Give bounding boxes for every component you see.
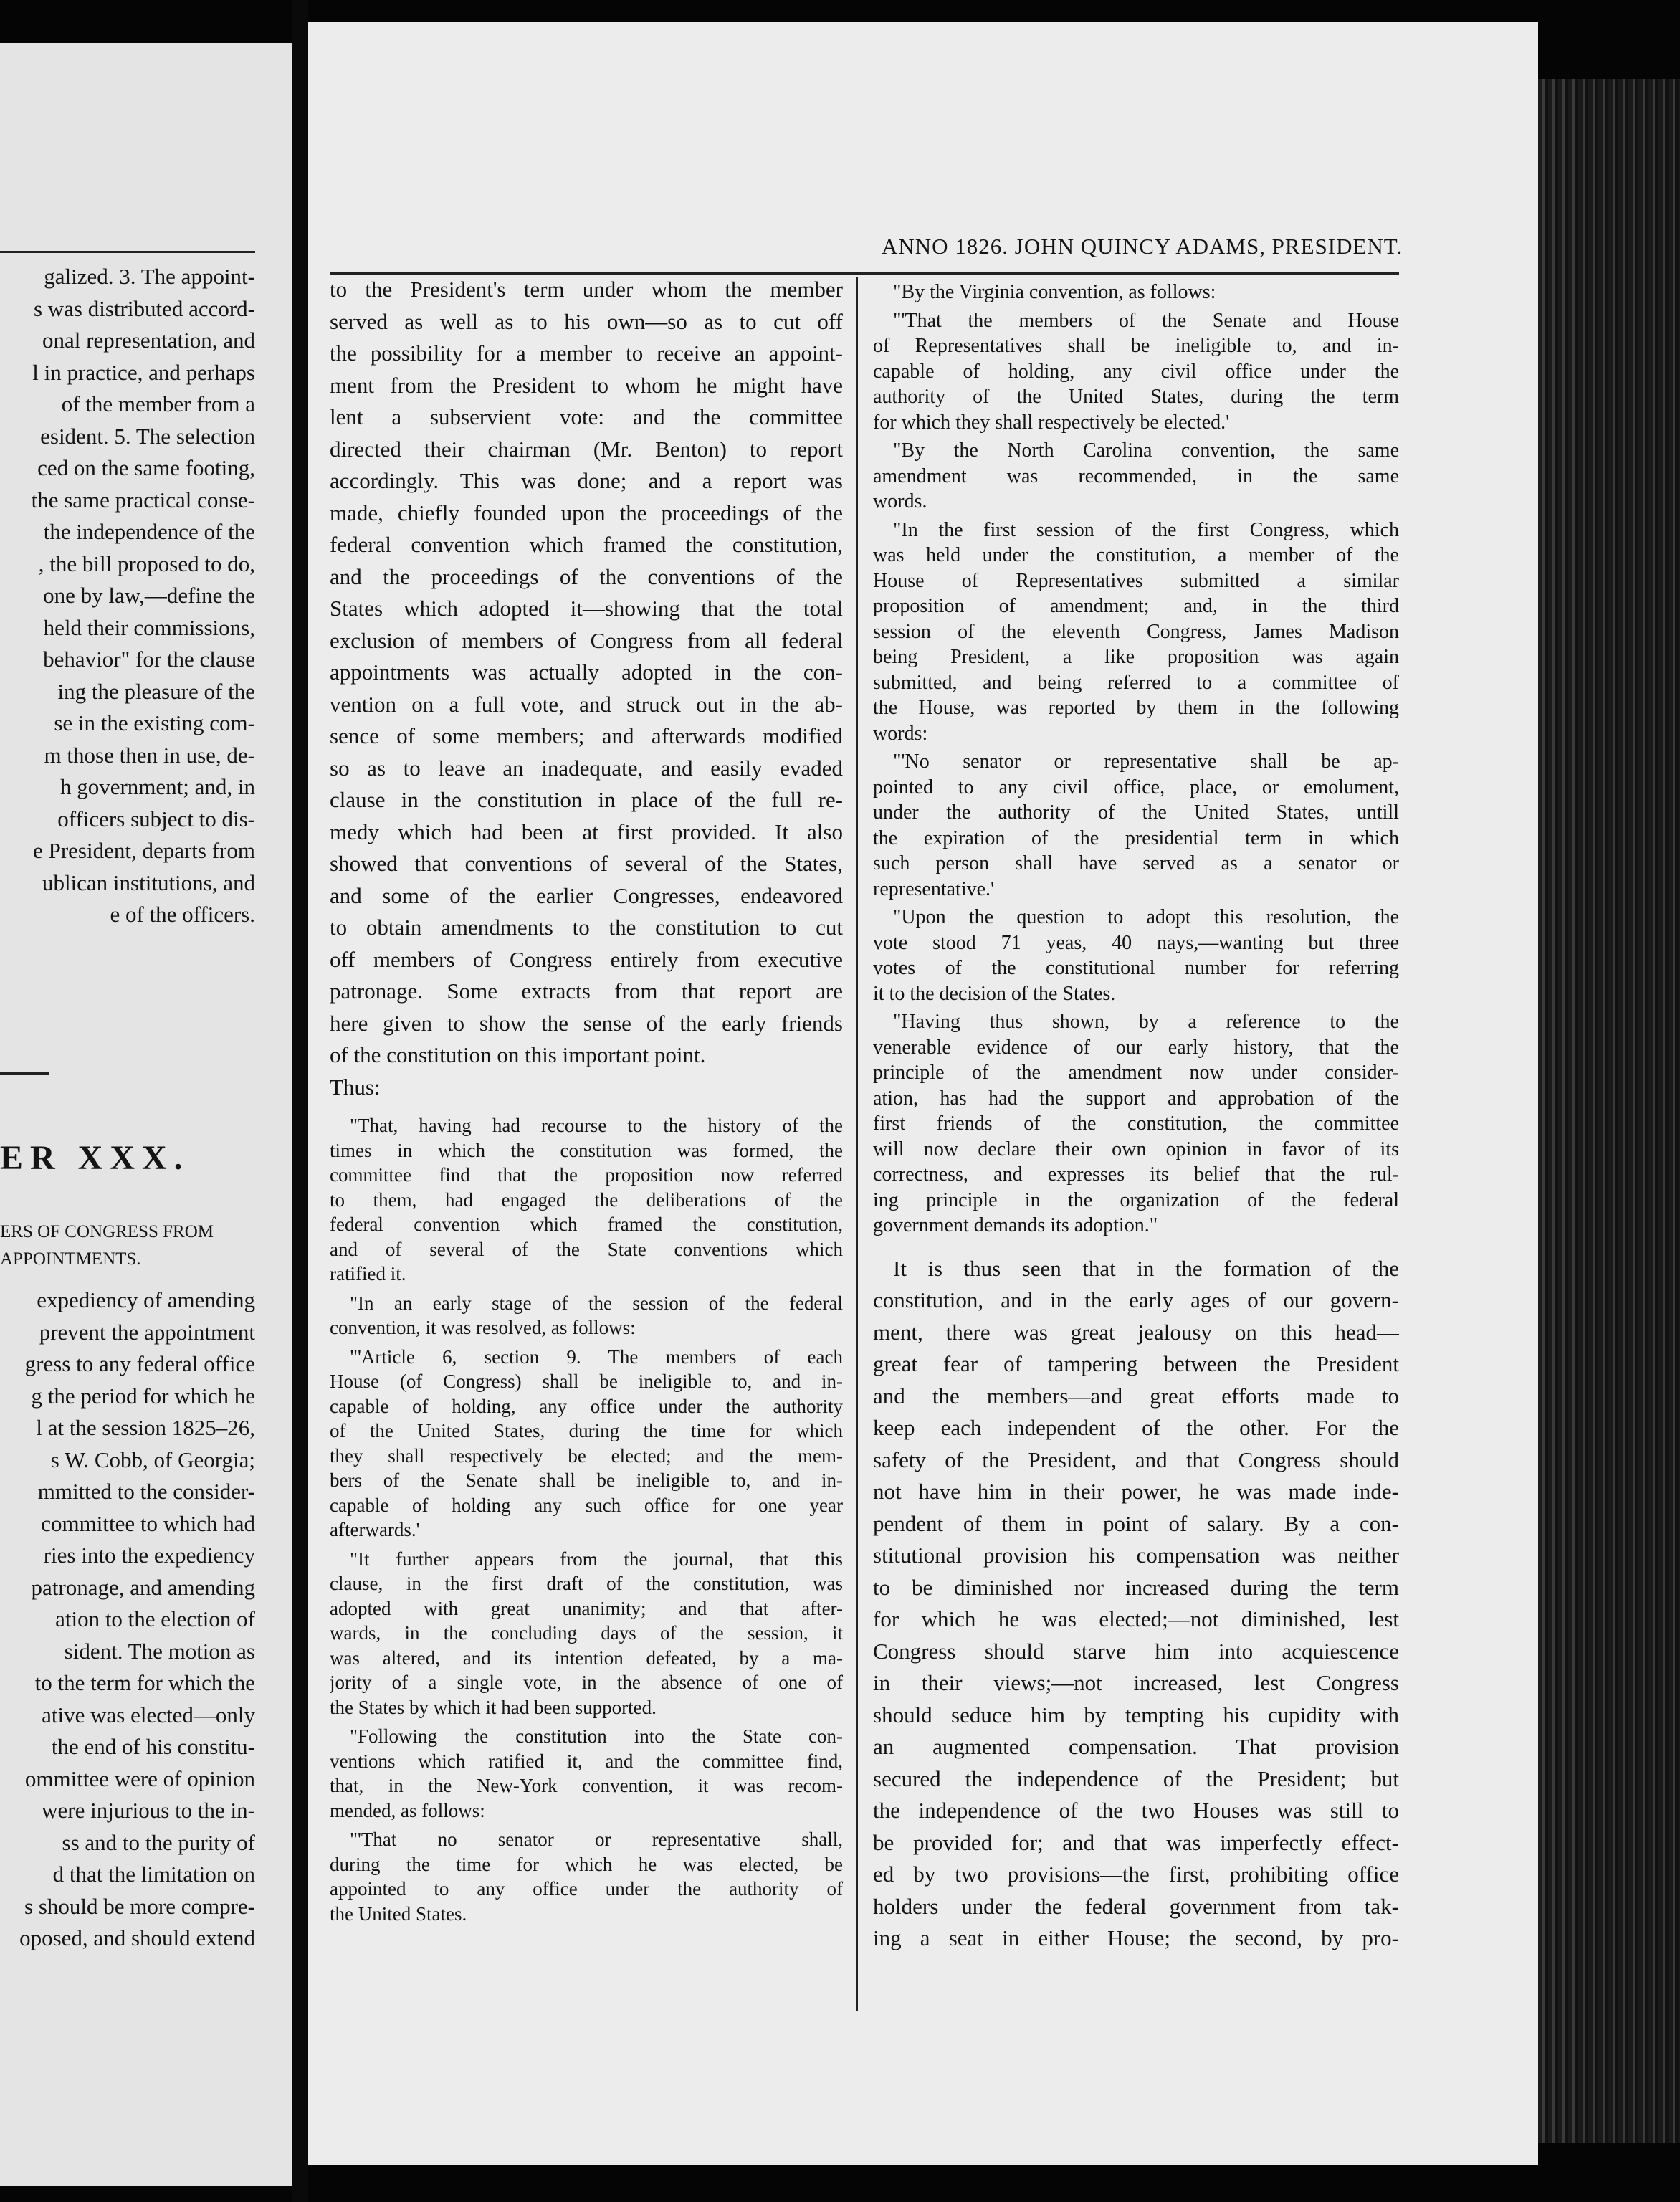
- text-line: Thus:: [330, 1074, 381, 1100]
- text-line: ss and to the purity of: [62, 1829, 255, 1855]
- quote-paragraph: [873, 518, 1399, 747]
- text-line: the United States.: [330, 1902, 467, 1925]
- text-line: federal convention which framed the constitution,: [330, 532, 843, 557]
- text-line: mmitted to the consider-: [37, 1479, 255, 1504]
- text-line: sident. The motion as: [64, 1638, 255, 1664]
- text-line: were injurious to the in-: [42, 1798, 255, 1823]
- quote-paragraph: [330, 1113, 843, 1287]
- text-line: government demands its adoption.": [873, 1214, 1158, 1236]
- quote-paragraph: [330, 1547, 843, 1720]
- column-left-quotes: [330, 1113, 843, 1926]
- text-line: words.: [873, 490, 927, 513]
- text-line: ced on the same footing,: [37, 455, 255, 480]
- text-line: ation to the election of: [55, 1606, 255, 1631]
- text-line: officers subject to dis-: [57, 806, 255, 831]
- text-line: s was distributed accord-: [33, 295, 255, 321]
- text-line: not have him in their power, he was made inde-: [873, 1479, 1399, 1504]
- text-line: m those then in use, de-: [44, 742, 255, 768]
- text-line: times in which the constitution was formed, the: [330, 1139, 843, 1161]
- left-page-text-bottom: [0, 1284, 255, 1955]
- text-line: appointments was actually adopted in the con-: [330, 659, 843, 685]
- text-line: the end of his constitu-: [51, 1734, 255, 1759]
- text-line: and some of the earlier Congresses, endeavored: [330, 882, 843, 908]
- text-line: safety of the President, and that Congress should: [873, 1446, 1399, 1472]
- text-line: House (of Congress) shall be ineligible to, and in-: [330, 1371, 843, 1392]
- text-line: was altered, and its intention defeated, by a ma-: [330, 1646, 843, 1669]
- text-line: ommittee were of opinion: [24, 1765, 255, 1791]
- chapter-rule: [0, 1072, 49, 1075]
- quote-paragraph: [873, 308, 1399, 436]
- text-line: representative.': [873, 877, 995, 900]
- text-line: that, in the New-York convention, it was recom-: [330, 1775, 843, 1796]
- quote-paragraph: [873, 280, 1399, 305]
- text-line: to them, had engaged the deliberations of the: [330, 1188, 843, 1211]
- text-line: venerable evidence of our early history, that the: [873, 1036, 1399, 1059]
- chapter-subtitle-line: APPOINTMENTS.: [0, 1249, 141, 1269]
- text-line: "'That no senator or representative shall,: [350, 1829, 843, 1850]
- text-line: served as well as to his own—so as to cut off: [330, 308, 843, 334]
- text-line: being President, a like proposition was again: [873, 646, 1399, 668]
- text-line: ative was elected—only: [42, 1702, 255, 1727]
- text-line: vention on a full vote, and struck out in the ab-: [330, 691, 843, 717]
- text-line: capable of holding any such office for one year: [330, 1494, 843, 1516]
- text-line: l at the session 1825–26,: [36, 1415, 255, 1440]
- text-line: correctness, and expresses its belief that the rul-: [873, 1163, 1399, 1186]
- text-line: during the time for which he was elected, be: [330, 1853, 843, 1875]
- text-line: to be diminished nor increased during the term: [873, 1574, 1399, 1600]
- text-line: great fear of tampering between the President: [873, 1351, 1399, 1376]
- text-line: States which adopted it—showing that the total: [330, 596, 843, 621]
- text-line: such person shall have served as a senator or: [873, 852, 1399, 874]
- quote-paragraph: [873, 1009, 1399, 1239]
- text-line: capable of holding, any office under the authority: [330, 1395, 843, 1417]
- text-line: showed that conventions of several of the States,: [330, 851, 843, 876]
- text-line: patronage. Some extracts from that report are: [330, 978, 843, 1004]
- text-line: stitutional provision his compensation was neither: [873, 1543, 1399, 1568]
- text-line: of the constitution on this important point.: [330, 1042, 706, 1067]
- text-line: "It further appears from the journal, that this: [350, 1548, 843, 1570]
- text-line: committee to which had: [41, 1510, 255, 1536]
- text-line: behavior" for the clause: [43, 647, 255, 672]
- text-line: afterwards.': [330, 1519, 420, 1540]
- column-divider: [856, 277, 858, 2011]
- text-line: House of Representatives submitted a similar: [873, 569, 1399, 592]
- left-page-text-top: [0, 261, 255, 931]
- text-line: and of several of the State conventions which: [330, 1238, 843, 1260]
- quote-paragraph: [873, 905, 1399, 1006]
- text-line: s should be more compre-: [24, 1893, 255, 1919]
- text-line: ventions which ratified it, and the committee find,: [330, 1750, 843, 1772]
- text-line: submitted, and being referred to a committee of: [873, 671, 1399, 694]
- text-line: "By the Virginia convention, as follows:: [893, 281, 1216, 303]
- text-line: g the period for which he: [31, 1383, 255, 1409]
- text-line: federal convention which framed the constitution,: [330, 1214, 843, 1235]
- text-line: medy which had been at first provided. It also: [330, 819, 843, 844]
- quote-paragraph: [330, 1291, 843, 1340]
- text-line: the States by which it had been supported.: [330, 1696, 657, 1718]
- text-line: ing the pleasure of the: [57, 678, 255, 704]
- text-line: pendent of them in point of salary. By a con-: [873, 1510, 1399, 1536]
- text-line: mended, as follows:: [330, 1799, 485, 1821]
- text-line: secured the independence of the President; but: [873, 1765, 1399, 1791]
- quote-paragraph: [330, 1345, 843, 1543]
- text-line: "Following the constitution into the State con-: [350, 1725, 843, 1747]
- text-line: holders under the federal government from tak-: [873, 1893, 1399, 1919]
- text-line: clause in the constitution in place of the full re-: [330, 787, 843, 812]
- text-line: h government; and, in: [59, 774, 255, 799]
- text-line: "'No senator or representative shall be ap-: [893, 750, 1399, 773]
- chapter-subtitle-line: ERS OF CONGRESS FROM: [0, 1222, 214, 1241]
- text-line: of the member from a: [61, 391, 255, 416]
- quote-paragraph: [330, 1724, 843, 1823]
- text-line: clause, in the first draft of the constitution, was: [330, 1573, 843, 1594]
- text-line: words:: [873, 722, 928, 745]
- text-line: the House, was reported by them in the following: [873, 697, 1399, 719]
- text-line: held their commissions,: [43, 614, 255, 640]
- text-line: ation, has had the support and approbation of the: [873, 1087, 1399, 1110]
- text-line: e of the officers.: [110, 902, 255, 927]
- chapter-subtitle: [0, 1219, 214, 1273]
- text-line: l in practice, and perhaps: [32, 359, 255, 385]
- column-right: [873, 280, 1399, 1955]
- text-line: was held under the constitution, a member of the: [873, 544, 1399, 566]
- text-line: accordingly. This was done; and a report was: [330, 468, 843, 493]
- text-line: be provided for; and that was imperfectly effect-: [873, 1829, 1399, 1855]
- text-line: jority of a single vote, in the absence of one of: [330, 1672, 843, 1693]
- text-line: gress to any federal office: [24, 1351, 255, 1376]
- text-line: committee find that the proposition now referred: [330, 1164, 843, 1186]
- text-line: to obtain amendments to the constitution to cut: [330, 915, 843, 940]
- text-line: "Having thus shown, by a reference to the: [893, 1011, 1399, 1033]
- quote-paragraph: [330, 1827, 843, 1926]
- text-line: ing principle in the organization of the federal: [873, 1188, 1399, 1211]
- text-line: authority of the United States, during the term: [873, 386, 1399, 408]
- text-line: adopted with great unanimity; and that after-: [330, 1597, 843, 1619]
- text-line: session of the eleventh Congress, James Madison: [873, 620, 1399, 643]
- text-line: pointed to any civil office, place, or emolument,: [873, 776, 1399, 799]
- main-page: [308, 22, 1538, 2165]
- text-line: proposition of amendment; and, in the third: [873, 595, 1399, 617]
- left-page: [0, 43, 292, 2186]
- chapter-heading: ER XXX.: [0, 1139, 190, 1177]
- text-line: to the President's term under whom the member: [330, 277, 843, 302]
- text-line: for which they shall respectively be elected.': [873, 411, 1230, 434]
- text-line: galized. 3. The appoint-: [44, 264, 255, 289]
- text-line: oposed, and should extend: [19, 1925, 255, 1950]
- text-line: to the term for which the: [34, 1670, 255, 1695]
- text-line: ing a seat in either House; the second, by pro-: [873, 1925, 1399, 1950]
- text-line: ratified it.: [330, 1263, 406, 1284]
- text-line: they shall respectively be elected; and the mem-: [330, 1444, 843, 1467]
- text-line: and the proceedings of the conventions of the: [330, 563, 843, 589]
- text-line: it to the decision of the States.: [873, 982, 1116, 1005]
- text-line: here given to show the sense of the early friends: [330, 1010, 843, 1036]
- text-line: "Upon the question to adopt this resolution, the: [893, 906, 1399, 928]
- text-line: constitution, and in the early ages of our govern-: [873, 1287, 1399, 1312]
- quote-paragraph: [873, 438, 1399, 515]
- text-line: ublican institutions, and: [42, 869, 255, 895]
- text-line: for which he was elected;—not diminished, lest: [873, 1606, 1399, 1631]
- text-line: directed their chairman (Mr. Benton) to report: [330, 436, 843, 462]
- text-line: "'That the members of the Senate and House: [893, 309, 1399, 332]
- text-line: "By the North Carolina convention, the same: [893, 439, 1399, 462]
- column-right-quotes: [873, 280, 1399, 1239]
- text-line: s W. Cobb, of Georgia;: [50, 1446, 255, 1472]
- text-line: , the bill proposed to do,: [38, 550, 255, 576]
- text-line: capable of holding, any civil office under the: [873, 360, 1399, 383]
- text-line: onal representation, and: [42, 328, 255, 353]
- text-line: sence of some members; and afterwards modified: [330, 723, 843, 748]
- text-line: and the members—and great efforts made to: [873, 1383, 1399, 1409]
- text-line: convention, it was resolved, as follows:: [330, 1317, 636, 1338]
- text-line: ment from the President to whom he might have: [330, 372, 843, 398]
- text-line: se in the existing com-: [54, 710, 255, 735]
- text-line: vote stood 71 yeas, 40 nays,—wanting but three: [873, 931, 1399, 954]
- text-line: amendment was recommended, in the same: [873, 464, 1399, 487]
- text-line: the possibility for a member to receive an appoint-: [330, 340, 843, 366]
- text-line: should seduce him by tempting his cupidity with: [873, 1702, 1399, 1727]
- text-line: "In an early stage of the session of the federal: [350, 1292, 843, 1314]
- text-line: patronage, and amending: [31, 1574, 255, 1600]
- text-line: the expiration of the presidential term in which: [873, 826, 1399, 849]
- text-line: an augmented compensation. That provision: [873, 1734, 1399, 1759]
- text-line: Congress should starve him into acquiescence: [873, 1638, 1399, 1664]
- text-line: will now declare their own opinion in favor of its: [873, 1138, 1399, 1160]
- text-line: of Representatives shall be ineligible to, and in-: [873, 335, 1399, 357]
- text-line: principle of the amendment now under consider-: [873, 1062, 1399, 1084]
- text-line: the independence of the: [43, 519, 255, 544]
- text-line: ries into the expediency: [43, 1543, 255, 1568]
- text-line: lent a subservient vote: and the committee: [330, 404, 843, 429]
- text-line: the independence of the two Houses was still to: [873, 1798, 1399, 1823]
- text-line: esident. 5. The selection: [40, 423, 255, 449]
- text-line: d that the limitation on: [52, 1862, 255, 1887]
- column-left: [330, 274, 843, 1930]
- text-line: keep each independent of the other. For the: [873, 1415, 1399, 1440]
- text-line: off members of Congress entirely from executive: [330, 946, 843, 972]
- text-line: the same practical conse-: [31, 487, 255, 513]
- text-line: It is thus seen that in the formation of the: [893, 1255, 1399, 1281]
- column-left-body: [330, 274, 843, 1103]
- text-line: in their views;—not increased, lest Congress: [873, 1670, 1399, 1695]
- text-line: one by law,—define the: [43, 583, 255, 608]
- text-line: ment, there was great jealousy on this head—: [873, 1319, 1399, 1345]
- text-line: of the United States, during the time for which: [330, 1420, 843, 1441]
- quote-paragraph: [873, 749, 1399, 902]
- text-line: "'Article 6, section 9. The members of each: [350, 1345, 843, 1368]
- text-line: under the authority of the United States, untill: [873, 801, 1399, 824]
- text-line: so as to leave an inadequate, and easily evaded: [330, 755, 843, 781]
- text-line: "In the first session of the first Congress, which: [893, 518, 1399, 541]
- text-line: wards, in the concluding days of the session, it: [330, 1622, 843, 1644]
- left-page-header-rule: [0, 251, 255, 253]
- text-line: "That, having had recourse to the history of the: [350, 1115, 843, 1136]
- text-line: bers of the Senate shall be ineligible to, and in-: [330, 1469, 843, 1491]
- text-line: exclusion of members of Congress from all federal: [330, 627, 843, 653]
- book-gutter: [292, 0, 308, 2202]
- text-line: made, chiefly founded upon the proceedings of the: [330, 500, 843, 525]
- running-title: ANNO 1826. JOHN QUINCY ADAMS, PRESIDENT.: [882, 234, 1403, 259]
- column-right-body: [873, 1253, 1399, 1955]
- text-line: ed by two provisions—the first, prohibiting office: [873, 1862, 1399, 1887]
- text-line: votes of the constitutional number for referring: [873, 957, 1399, 979]
- text-line: expediency of amending: [37, 1287, 255, 1312]
- text-line: prevent the appointment: [39, 1319, 255, 1345]
- text-line: appointed to any office under the authority of: [330, 1878, 843, 1900]
- page-edges: [1538, 79, 1680, 2143]
- text-line: first friends of the constitution, the committee: [873, 1112, 1399, 1135]
- text-line: e President, departs from: [33, 838, 255, 863]
